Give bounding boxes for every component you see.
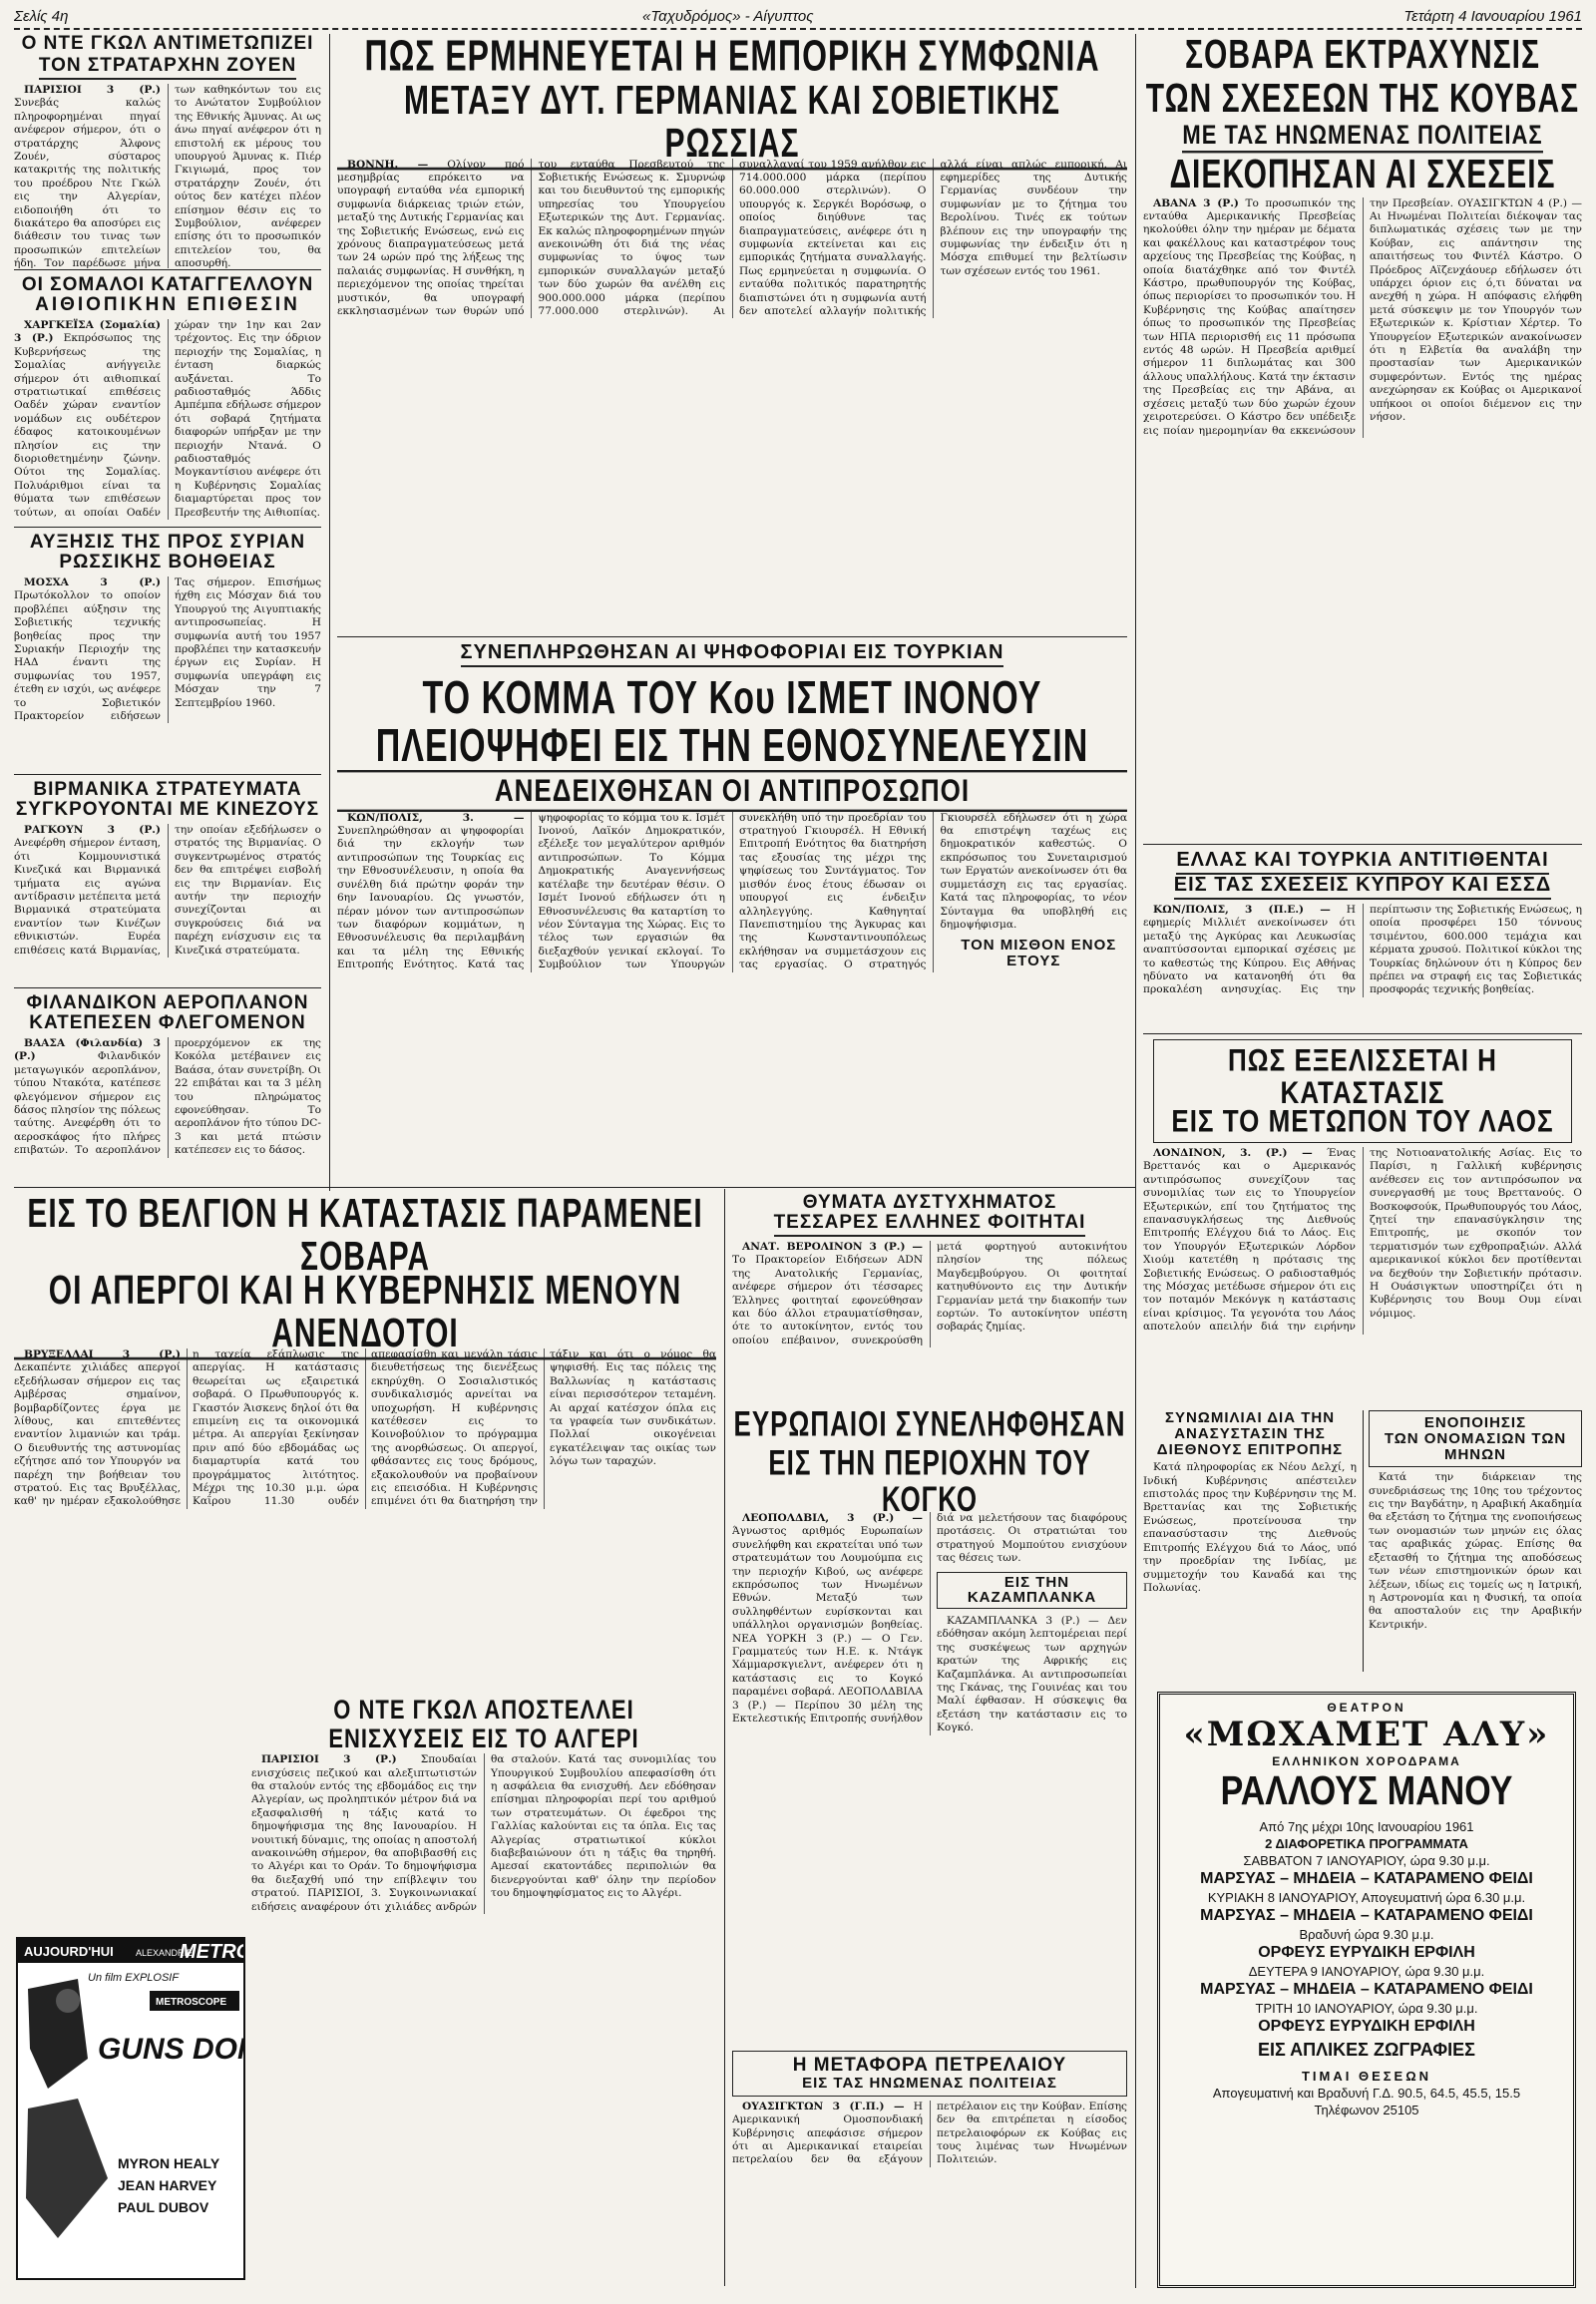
ad-show: ΜΑΡΣΥΑΣ – ΜΗΔΕΙΑ – ΚΑΤΑΡΑΜΕΝΟ ΦΕΙΔΙ bbox=[1200, 1981, 1533, 1998]
article-body bbox=[1143, 197, 1582, 438]
column-rule bbox=[1135, 34, 1136, 2288]
ad-phone: Τηλέφωνον 25105 bbox=[1314, 2103, 1419, 2117]
subhead: ΤΟΝ ΜΙΣΘΟΝ ΕΝΟΣ ΕΤΟΥΣ bbox=[961, 937, 1117, 970]
section-rule bbox=[14, 1187, 1135, 1188]
dateline: ΚΩΝ/ΠΟΛΙΣ, 3 (Π.Ε.) — bbox=[1153, 904, 1331, 916]
article-body bbox=[14, 84, 321, 268]
dateline: ΚΩΝ/ΠΟΛΙΣ, 3. — bbox=[347, 811, 525, 824]
headline-line4: ΔΙΕΚΟΠΗΣΑΝ ΑΙ ΣΧΕΣΕΙΣ bbox=[1169, 152, 1556, 197]
subhead: ΕΙΣ ΤΗΝ ΚΑΖΑΜΠΛΑΝΚΑ bbox=[937, 1572, 1127, 1610]
article-body bbox=[732, 2101, 1127, 2167]
dateline: ΒΡΥΞΕΛΛΑΙ 3 (Ρ.) bbox=[24, 1348, 181, 1360]
ad-venue: «ΜΩΧΑΜΕΤ ΑΛΥ» bbox=[1183, 1715, 1550, 1754]
headline-box bbox=[1369, 1410, 1582, 1467]
headline-sub: ΡΩΣΣΙΚΗΣ ΒΟΗΘΕΙΑΣ bbox=[59, 551, 276, 573]
headline-line2: ΤΩΝ ΣΧΕΣΕΩΝ ΤΗΣ ΚΟΥΒΑΣ bbox=[1145, 76, 1580, 121]
article-cuba bbox=[1143, 34, 1582, 792]
ad-venue: METR bbox=[180, 1941, 236, 1963]
headline-sub: ΤΟΝ ΣΤΡΑΤΑΡΧΗΝ ΖΟΥΕΝ bbox=[39, 56, 296, 80]
article-gaulle bbox=[14, 34, 321, 268]
article-text: Ανεφέρθη σήμερον ένταση, ότι Κομμουνιστικά Κινεζικά και Βιρμανικά τμήματα εις αγώνα αντίδρασιν μετέπειτα μετά Βιρμανικά στρατεύματα εναντίον των Κινέζων εθνικιστών. Ευρέα επιθέσεις κατά Βιρμανίας, την οποίαν εξεδήλωσεν ο στρατός της Βιρμανίας. Ο συγκεντρωμένος στρατός δεν θα επιτρέψει εισβολή εις την Βιρμανίαν. Εις αυτήν την περιοχήν συνεχίζονται αι συγκρούσεις διά να παρέχη ενίσχυσιν εις τα Κινεζικά στρατεύματα. bbox=[14, 823, 321, 957]
article-rule bbox=[14, 774, 321, 775]
ad-header-mid: ALEXANDRIE bbox=[136, 1948, 194, 1958]
headline-sub: ΚΑΤΕΠΕΣΕΝ ΦΛΕΓΟΜΕΝΟΝ bbox=[29, 1011, 306, 1033]
article-months bbox=[1369, 1410, 1582, 1680]
article-rule bbox=[14, 527, 321, 528]
article-text: Πρωτόκολλον το οποίον προβλέπει αύξησιν της Σοβιετικής τεχνικής βοηθείας προς την Συριακήν Περιοχήν της ΗΑΔ έναντι της συμφωνίας του 1957, έτεθη εν ισχύι, ως ανέφερε το Σοβιετικόν Πρακτορείον ειδήσεων Τας σήμερον. Επισήμως ήχθη εις Μόσχαν διά του Υπουργού της Αιγυπτιακής αντιπροσωπείας. Η συμφωνία αυτή του 1957 προβλέπει την κατασκευήν έργων εις Συρίαν. Η συμφωνία υπεγράφη εις Μόσχαν την 7 Σεπτεμβρίου 1960. bbox=[14, 576, 321, 722]
headline: ΕΝΟΠΟΙΗΣΙΣ bbox=[1423, 1414, 1527, 1431]
article-commission bbox=[1143, 1410, 1357, 1680]
column-rule bbox=[1363, 1410, 1364, 1672]
headline: ΣΥΝΩΜΙΛΙΑΙ ΔΙΑ ΤΗΝ ΑΝΑΣΥΣΤΑΣΙΝ ΤΗΣ ΔΙΕΘΝΟΥΣ ΕΠΙΤΡΟΠΗΣ bbox=[1156, 1410, 1344, 1458]
headline-sub: ΕΙΣ ΤΟ ΜΕΤΩΠΟΝ ΤΟΥ ΛΑΟΣ bbox=[1171, 1102, 1554, 1139]
headline: Η ΜΕΤΑΦΟΡΑ ΠΕΤΡΕΛΑΙΟΥ bbox=[792, 2055, 1067, 2076]
dateline: ΑΝΑΤ. ΒΕΡΟΛΙΝΟΝ 3 (Ρ.) — bbox=[742, 1240, 923, 1253]
article-body bbox=[337, 812, 1127, 973]
article-laos bbox=[1143, 1039, 1582, 1406]
headline: ΤΟ ΚΟΜΜΑ ΤΟΥ Κου ΙΣΜΕΤ ΙΝΟΝΟΥ bbox=[422, 672, 1042, 724]
article-body bbox=[1143, 1461, 1357, 1595]
article-rule bbox=[337, 636, 1127, 637]
article-body bbox=[1369, 1471, 1582, 1632]
ad-prices: Απογευματινή και Βραδυνή Γ.Δ. 90.5, 64.5, 45.5, 15.5 bbox=[1212, 2086, 1521, 2101]
dateline: ΑΒΑΝΑ 3 (Ρ.) bbox=[1153, 196, 1239, 209]
dateline: ΒΟΝΝΗ. — bbox=[347, 158, 429, 171]
headline: ΒΙΡΜΑΝΙΚΑ ΣΤΡΑΤΕΥΜΑΤΑ bbox=[33, 780, 302, 800]
ad-prices-label: ΤΙΜΑΙ ΘΕΣΕΩΝ bbox=[1301, 2069, 1432, 2084]
ad-cast: PAUL DUBOV bbox=[118, 2199, 209, 2215]
article-text: Συνεπληρώθησαν αι ψηφοφορίαι διά την εκλογήν των αντιπροσώπων της Τουρκίας εις την Εθνοσυνέλευσιν, η οποία θα συνέλθη διά πρώτην φοράν την 6ην Ιανουαρίου. Ως γνωστόν, πέραν μόνον των αντιπροσώπων των διαφόρων κομμάτων, η Εθνοσυνέλευσις θα περιλαμβάνη και τα μέλη της Εθνικής Επιτροπής Ενότητος. Κατά τας ψηφοφορίας το κόμμα του κ. Ισμέτ Ινονού, Λαϊκόν Δημοκρατικόν, εξέλεξε τον μεγαλύτερον αριθμόν αντιπροσώπων. Το Κόμμα Δημοκρατικής Αναγεννήσεως κατέλαβε την δευτέραν θέσιν. Ο Ισμέτ Ινονού εδήλωσεν ότι η Εθνοσυνέλευσις θα καταρτίση το νέον Σύνταγμα της Χώρας. Εις το τέλος των εργασιών θα διεξαχθούν γενικαί εκλογαί. Το Συμβούλιον των Υπουργών συνεκλήθη υπό την προεδρίαν του στρατηγού Γκιουρσέλ. Η Εθνική Επιτροπή Ενότητος θα διατηρήση τας εξουσίας της μέχρι της ψηφίσεως του Συντάγματος. Τον μισθόν ένος έτους έδωσαν οι υπουργοί εις ένδειξιν αλληλεγγύης. Καθηγηταί Πανεπιστημίου της Άγκυρας και της Κωνσταντινουπόλεως εκλήθησαν να συμμετάσχουν εις τας εργασίας. Ο στρατηγός Γκιουρσέλ εδήλωσεν ότι η χώρα θα επιστρέψη ταχέως εις δημοκρατικόν καθεστώς. Ο εκπρόσωπος του Συνεταιρισμού των Εργατών ανεκοίνωσεν ότι θα συμμετάσχη εις τας εργασίας. Κατά τας πληροφορίας, το νέον Σύνταγμα θα υποβληθή εις δημοψήφισμα. bbox=[337, 811, 1127, 971]
headline-sub: ΜΕΤΑΞΥ ΔΥΤ. ΓΕΡΜΑΝΙΑΣ ΚΑΙ ΣΟΒΙΕΤΙΚΗΣ ΡΩΣΣΙΑΣ bbox=[337, 80, 1127, 170]
ad-film-title: GUNS DO bbox=[98, 2033, 238, 2066]
article-text: Κατά πληροφορίας εκ Νέου Δελχί, η Ινδική Κυβέρνησις απέστειλεν επιστολάς προς την Κυβέρνησιν της Μ. Βρεττανίας και της Σοβιετικής Ενώσεως, προτείνουσα την επανασύστασιν της Διεθνούς Επιτροπής Ελέγχου διά το Λάος, υπό την προεδρίαν της Ινδίας, με συμμετοχήν του Καναδά και της Πολωνίας. bbox=[1143, 1461, 1357, 1594]
headline-sub: ΑΙΘΙΟΠΙΚΗΝ ΕΠΙΘΕΣΙΝ bbox=[35, 293, 300, 315]
dateline: ΒΑΑΣΑ (Φιλανδία) 3 (Ρ.) bbox=[14, 1036, 161, 1063]
headline: ΠΩΣ ΕΡΜΗΝΕΥΕΤΑΙ Η ΕΜΠΟΡΙΚΗ ΣΥΜΦΩΝΙΑ bbox=[364, 34, 1100, 80]
article-text: Ένας Βρεττανός και ο Αμερικανός αντιπρόσωπος συνεχίζουν τας συνομιλίας των εις το Υπουργείον Εξωτερικών, επί του ζητήματος της επανασυγκλήσεως της Διεθνούς Επιτροπής Ελέγχου διά το Λάος. Εις τον Υπουργόν Εξωτερικών Λόρδον Χιούμ κατετέθη η πρότασις της Σοβιετικής Ενώσεως. Ο ραδιοσταθμός της Μόσχας μετέδωσε σήμερον ότι εις τον ποταμόν Μεκόνγκ η κατάστασις είναι κρίσιμος. Τα γεγονότα του Λάος αποτελούν απειλήν διά την ειρήνην της Νοτιοανατολικής Ασίας. Εις το Παρίσι, η Γαλλική κυβέρνησις ανέθεσεν εις τον αντιπρόσωπον να συνεργασθή με τους Βρεττανούς. Ο Βοσκοφσούκ, Πρωθυπουργός του Λάος, ζητεί την επανασύγκλησιν της Επιτροπής, με σκοπόν τον τερματισμόν των εχθροπραξιών. Αλλά αμερικανικοί κύκλοι δεν προτίθενται να δεχθούν την Σοβιετικήν πρότασιν. Η Ουάσιγκτων υποστηρίζει ότι η Κυβέρνησις του Βουμ Ουμ είναι νόμιμος. bbox=[1143, 1146, 1582, 1334]
ad-show: ΜΑΡΣΥΑΣ – ΜΗΔΕΙΑ – ΚΑΤΑΡΑΜΕΝΟ ΦΕΙΔΙ bbox=[1200, 1870, 1533, 1887]
article-body bbox=[14, 1037, 321, 1158]
deck: ΑΝΕΔΕΙΧΘΗΣΑΝ ΟΙ ΑΝΤΙΠΡΟΣΩΠΟΙ bbox=[337, 770, 1127, 812]
ad-cast: JEAN HARVEY bbox=[118, 2177, 217, 2193]
article-text: Ολίγον πρό μεσημβρίας επρόκειτο να υπογραφή ενταύθα νέα εμπορική συμφωνία διάρκειας τριών ετών, μεταξύ της Δυτικής Γερμανίας και της Σοβιετικής Ενώσεως, ενώ εις χρόνους διαπραγματεύσεως μετά των 24 ωρών πρό της λήξεως της παλαιάς συμφωνίας. Η συνθήκη, η περιεχόμενον της οποίας τηρείται μυστικόν, θα υπογραφή εκκλησιασμένων των θυρών υπό του ενταύθα Πρεσβευτού της Σοβιετικής Ενώσεως κ. Σμυρνώφ και του διευθυντού της εμπορικής υπηρεσίας του Υπουργείου Εξωτερικών της Δυτ. Γερμανίας. Εκ καλώς πληροφορημένων πηγών ανεκοινώθη ότι διά της νέας συμφωνίας το ύψος των εμπορικών συναλλαγών μεταξύ των δύο χωρών θα ανέλθη εις 900.000.000 μάρκα (περίπου 77.000.000 στερλινών). Αι συναλλαγαί του 1959 ανήλθον εις 714.000.000 μάρκα (περίπου 60.000.000 στερλινών). Ο υπουργός κ. Σεργκέι Βορόσωφ, ο οποίος διηύθυνε τας διαπραγματεύσεις, ανέφερε ότι η συμφωνία εκτείνεται και εις εμπορικάς ζητήματα συναλλαγής. Πως ερμηνεύεται η συμφωνία. Ο ενταύθα πολιτικός παρατηρητής διαπιστώνει ότι η συμφωνία αυτή δεν αποτελεί αλλαγήν πολιτικής αλλά είναι απλώς εμπορική. Αι εφημερίδες της Δυτικής Γερμανίας συνδέουν την συμφωνίαν με το ζήτημα του Βερολίνου. Τινές εκ τούτων βλέπουν εις την υπογραφήν της συμφωνίας την ένδειξιν ότι η Μόσχα επιθυμεί την βελτίωσιν των σχέσεων εντός του 1961. bbox=[337, 158, 1127, 318]
headline-line3: ΜΕ ΤΑΣ ΗΝΩΜΕΝΑΣ ΠΟΛΙΤΕΙΑΣ bbox=[1182, 121, 1542, 154]
article-students bbox=[732, 1193, 1127, 1397]
headline-box bbox=[732, 2051, 1127, 2097]
ad-line: 2 ΔΙΑΦΟΡΕΤΙΚΑ ΠΡΟΓΡΑΜΜΑΤΑ bbox=[1265, 1836, 1468, 1851]
dateline: ΟΥΑΣΙΓΚΤΩΝ 3 (Γ.Π.) — bbox=[742, 2100, 905, 2112]
article-greece-turkey bbox=[1143, 850, 1582, 1029]
article-body bbox=[14, 824, 321, 958]
article-text: Το Πρακτορείον Ειδήσεων ADN της Ανατολικής Γερμανίας, ανέφερε σήμερον ότι τέσσαρες Έλληνες φοιτηταί εφονεύθησαν και δύο άλλοι ετραυματίσθησαν, ότε το αυτοκίνητον, εντός του οποίου επέβαινον, συνεκρούσθη μετά φορτηγού αυτοκινήτου πλησίον της πόλεως Μαγδεμβούργου. Οι φοιτηταί κατηυθύνοντο εις την Δυτικήν Γερμανίαν μετά την διακοπήν των εορτών. Το αυτοκίνητον υπέστη σοβαράς ζημίας. bbox=[732, 1240, 1127, 1346]
article-body bbox=[251, 1753, 716, 1914]
article-text: ΚΑΖΑΜΠΛΑΝΚΑ 3 (Ρ.) — Δεν εδόθησαν ακόμη λεπτομέρειαι περί της συσκέψεως των αρχηγών κρατών της Αφρικής εις Καζαμπλάνκα. Αι αντιπροσωπείαι της Γκάνας, της Γουινέας και του Μαλί έφθασαν. Η σύσκεψις θα εξετάση την κατάστασιν εις το Κογκό. bbox=[937, 1615, 1127, 1734]
ad-line: ΚΥΡΙΑΚΗ 8 ΙΑΝΟΥΑΡΙΟΥ, Απογευματινή ώρα 6.30 μ.μ. bbox=[1207, 1890, 1526, 1905]
headline: ΕΥΡΩΠΑΙΟΙ ΣΥΝΕΛΗΦΘΗΣΑΝ bbox=[733, 1406, 1126, 1444]
ad-line: Από 7ης μέχρι 10ης Ιανουαρίου 1961 bbox=[1259, 1819, 1474, 1834]
article-body bbox=[732, 1241, 1127, 1347]
article-body bbox=[1143, 1147, 1582, 1335]
headline: ΕΙΣ ΤΟ ΒΕΛΓΙΟΝ Η ΚΑΤΑΣΤΑΣΙΣ ΠΑΡΑΜΕΝΕΙ ΣΟΒΑΡΑ bbox=[27, 1193, 703, 1279]
article-trade bbox=[337, 34, 1127, 632]
dateline: ΜΟΣΧΑ 3 (Ρ.) bbox=[24, 576, 161, 588]
ad-show: ΜΑΡΣΥΑΣ – ΜΗΔΕΙΑ – ΚΑΤΑΡΑΜΕΝΟ ΦΕΙΔΙ bbox=[1200, 1907, 1533, 1924]
article-belgium bbox=[14, 1193, 716, 1687]
article-syria bbox=[14, 533, 321, 772]
article-text: Η Αμερικανική Ομοσπονδιακή Κυβέρνησις απεφάσισε σήμερον ότι αι Αμερικανικαί εταιρείαι πετρελαίου δεν θα εξάγουν πετρέλαιον εις την Κούβαν. Επίσης δεν θα επιτρέπεται η είσοδος πετρελαιοφόρων εκ Κούβας εις τους λιμένας των Ηνωμένων Πολιτειών. bbox=[732, 2100, 1127, 2166]
ad-tagline: Un film EXPLOSIF bbox=[88, 1972, 180, 1984]
ad-line: ΣΑΒΒΑΤΟΝ 7 ΙΑΝΟΥΑΡΙΟΥ, ώρα 9.30 μ.μ. bbox=[1243, 1853, 1490, 1868]
headline: ΑΥΞΗΣΙΣ ΤΗΣ ΠΡΟΣ ΣΥΡΙΑΝ bbox=[29, 533, 306, 553]
cowboy-head-icon bbox=[56, 1989, 80, 2013]
page-number: Σελίς 4η bbox=[14, 8, 69, 25]
ad-show: ΟΡΦΕΥΣ ΕΥΡΥΔΙΚΗ ΕΡΦΙΛΗ bbox=[1258, 1944, 1475, 1961]
headline: ΘΥΜΑΤΑ ΔΥΣΤΥΧΗΜΑΤΟΣ bbox=[802, 1193, 1057, 1213]
ad-show: ΟΡΦΕΥΣ ΕΥΡΥΔΙΚΗ ΕΡΦΙΛΗ bbox=[1258, 2018, 1475, 2035]
headline-sub: ΤΕΣΣΑΡΕΣ ΕΛΛΗΝΕΣ ΦΟΙΤΗΤΑΙ bbox=[774, 1213, 1086, 1237]
article-rule bbox=[1143, 844, 1582, 845]
page-header bbox=[14, 6, 1582, 30]
kicker: ΣΥΝΕΠΛΗΡΩΘΗΣΑΝ ΑΙ ΨΗΦΟΦΟΡΙΑΙ ΕΙΣ ΤΟΥΡΚΙΑΝ bbox=[461, 642, 1004, 667]
article-text: Δεκαπέντε χιλιάδες απεργοί εξεδήλωσαν σήμερον εις τας Αμβέρσας σημαίνον, βομβαρδίζοντες έργα με λίθους, και επιτεθέντες εναντίον λιμανιών και τράμ. Ο διευθυντής της αστυνομίας εζήτησε από τον Υπουργόν να παρέχη την βοήθειαν του στρατού. Εις τας Βρυξέλλας, καθ' ην ημέραν εξακολούθησε η ταχεία εξάπλωσις της απεργίας. Η κατάστασις θεωρείται ως εξαιρετικά σοβαρά. Ο Πρωθυπουργός κ. Γκαστόν Άισκενς δηλοί ότι θα επιμείνη εις τα οικονομικά μέτρα. Αι απεργίαι ξεκίνησαν πριν από δύο εβδομάδας ως διαμαρτυρία κατά του προγράμματος λιτότητος. Μέχρι της 10.30 μ.μ. ώρα Καΐρου 11.30 ουδέν απεφασίσθη και μεγάλη τάσις διευθετήσεως της διενέξεως εκηρύχθη. Ο Σοσιαλιστικός συνδικαλισμός αρνείται να υποχωρήση. Η κυβέρνησις κατέθεσεν εις το Κοινοβούλιον το πρόγραμμα της ανορθώσεως. Οι απεργοί, φθάσαντες εις τους δρόμους, εξακολουθούν να προβαίνουν εις επεισόδια. Η Κυβέρνησις επιμένει ότι θα διατηρήση την τάξιν και ότι ο νόμος θα ψηφισθή. Εις τας πόλεις της Βαλλωνίας η κατάστασις είναι περισσότερον τεταμένη. Αι αρχαί κατέσχον όπλα εις τα γραφεία των συνδικάτων. Πολλαί οικογένειαι εγκατέλειψαν τας οικίας των λόγω των ταραχών. bbox=[14, 1348, 716, 1508]
headline-sub: ΣΥΓΚΡΟΥΟΝΤΑΙ ΜΕ ΚΙΝΕΖΟΥΣ bbox=[15, 798, 320, 820]
headline-box bbox=[1153, 1039, 1572, 1143]
column-rule bbox=[329, 34, 330, 1191]
article-text: Κατά την διάρκειαν της συνεδριάσεως της 10ης του τρέχοντος εις την Βαγδάτην, η Αραβική Ακαδημία θα εξετάση το ζήτημα της ενοποιήσεως των ονομασιών των μηνών εις όλας τας αραβικάς χώρας. Επίσης θα εξετασθή το ζήτημα της αποδόσεως των νέων επιστημονικών όρων και λέξεων, ιδίως εις τομείς ως η Ιατρική, η Αστρονομία και η Φυσική, τα οποία θα αποσταλούν εις την Αραβικήν Κεντρικήν. bbox=[1369, 1471, 1582, 1631]
article-body bbox=[14, 576, 321, 723]
article-body bbox=[732, 1512, 1127, 1735]
headline-sub: ΕΙΣ ΤΑΣ ΣΧΕΣΕΙΣ ΚΥΠΡΟΥ ΚΑΙ ΕΣΣΔ bbox=[1174, 875, 1552, 900]
headline-sub: ΤΩΝ ΟΝΟΜΑΣΙΩΝ ΤΩΝ ΜΗΝΩΝ bbox=[1384, 1429, 1567, 1463]
article-turkey bbox=[337, 642, 1127, 1183]
ad-show: ΕΙΣ ΑΠΛΙΚΕΣ ΖΩΓΡΑΦΙΕΣ bbox=[1258, 2040, 1475, 2060]
cinema-ad-artwork bbox=[18, 1939, 243, 2278]
ad-company: ΡΑΛΛΟΥΣ ΜΑΝΟΥ bbox=[1220, 1768, 1513, 1814]
article-text: Συνεβάς καλώς πληροφορημέναι πηγαί ανέφερον σήμερον, ότι ο στρατάρχης Άλφονς Ζουέν, σύσταρος κατακριτής της πολιτικής του προέδρου Ντε Γκώλ εις την Αλγερίαν, ειδοποιήθη ότι το διακάτερο θα αποσύρει εις διάθεσιν του τινας των προσωπικών επιτελείων ήδη. Τον παρέδωσε μήνα των καθηκόντων του εις το Ανώτατον Συμβούλιον της Εθνικής Άμυνας. Αι ως άνω πηγαί ανέφερον ότι η επιστολή εκ μέρους του υπουργού Άμυνας κ. Πιέρ Γκιγιωμά, προς τον στρατάρχην Ζουέν, ότι ούτος δεν κατέχει πλέον επίσημον θέσιν εις το Συμβούλιον, ανέφερεν επίσης ότι το προσωπικόν επιτελείον του, θα αποσυρθή. bbox=[14, 83, 321, 268]
article-finnish bbox=[14, 993, 321, 1183]
paper-name: «Ταχυδρόμος» - Αίγυπτος bbox=[642, 8, 814, 25]
headline: ΕΛΛΑΣ ΚΑΙ ΤΟΥΡΚΙΑ ΑΝΤΙΤΙΘΕΝΤΑΙ bbox=[1176, 850, 1548, 875]
dateline: ΧΑΡΓΚΕΪΣΑ (Σομαλία) 3 (Ρ.) bbox=[14, 318, 161, 345]
article-burma bbox=[14, 780, 321, 984]
ad-cast: MYRON HEALY bbox=[118, 2155, 220, 2171]
dateline: ΡΑΓΚΟΥΝ 3 (Ρ.) bbox=[24, 823, 161, 836]
article-text: Φιλανδικόν μεταγωγικόν αεροπλάνον, τύπου Ντακότα, κατέπεσε φλεγόμενον σήμερον εις δάσος πλησίον της πόλεως ταύτης. Ανεφέρθη ότι το αεροσκάφος ήτο πλήρες επιβατών. Το αεροπλάνον προερχόμενον εκ της Κοκόλα μετέβαινεν εις Βαάσα, όταν συνετρίβη. Οι 22 επιβάται και τα 3 μέλη του πληρώματος εφονεύθησαν. Το αεροπλάνον ήτο τύπου DC-3 και μετά πτώσιν κατέπεσεν εις το δάσος. bbox=[14, 1036, 321, 1157]
headline-sub: ΟΙ ΑΠΕΡΓΟΙ ΚΑΙ Η ΚΥΒΕΡΝΗΣΙΣ ΜΕΝΟΥΝ ΑΝΕΝΔΟΤΟΙ bbox=[14, 1270, 716, 1359]
article-text: Σπουδαίαι ενισχύσεις πεζικού και αλεξιπτωτιστών θα σταλούν εντός της εβδομάδος εις την Αλγερίαν, ως προληπτικόν μέτρον διά να εξασφαλισθή η τάξις κατά το δημοψήφισμα της 8ης Ιανουαρίου. Η νουιτική δύναμις, της οποίας η αποστολή ανακοινώθη σήμερον, θα αποβιβασθή εις το Αλγέρι και το Οράν. Το δημοψήφισμα θα διεξαχθή υπό την επίβλεψιν του στρατού. ΠΑΡΙΣΙΟΙ, 3. Συγκοινωνιακαί ειδήσεις αναφέρουν ότι χιλιάδες ανδρών θα σταλούν. Κατά τας συνομιλίας του Υπουργικού Συμβουλίου απεφασίσθη ότι η ασφάλεια θα ενισχυθή. Δεν εδόθησαν επίσημαι πληροφορίαι περί του αριθμού των στρατευμάτων. Οι έφεδροι της Γαλλίας καλούνται εις τα όπλα. Εις τας Αλγερίας στρατιωτικοί κύκλοι διαβεβαιώνουν ότι η τάξις θα τηρηθή. Αμεσαί εκατοντάδες περιπολιών θα διενεργούνται καθ' όλην την περίοδον του δημοψηφίσματος εις το Αλγέρι. bbox=[251, 1753, 716, 1913]
headline: ΦΙΛΑΝΔΙΚΟΝ ΑΕΡΟΠΛΑΝΟΝ bbox=[26, 993, 309, 1013]
theatre-advertisement bbox=[1157, 1692, 1576, 2288]
dateline: ΛΕΟΠΟΛΔΒΙΛ, 3 (Ρ.) — bbox=[742, 1511, 923, 1524]
dateline: ΛΟΝΔΙΝΟΝ, 3. (Ρ.) — bbox=[1153, 1146, 1313, 1159]
article-rule bbox=[14, 987, 321, 988]
ad-company-label: ΕΛΛΗΝΙΚΟΝ ΧΟΡΟΔΡΑΜΑ bbox=[1272, 1754, 1461, 1768]
headline: ΠΩΣ ΕΞΕΛΙΣΣΕΤΑΙ Η ΚΑΤΑΣΤΑΣΙΣ bbox=[1228, 1041, 1497, 1111]
article-text: Το προσωπικόν της ενταύθα Αμερικανικής Πρεσβείας ηκολούθει όλην την ημέραν με δέματα και φακέλλους και καταστρέφον τους αρχείους της Πρεσβείας της Κούβας, η οποία διατάχθηκε από τον Φιντέλ Κάστρο, πρωθυπουργόν της Κούβας, όπως περιορίσει το προσωπικόν του. Η Κυβέρνησις της Κούβας απαίτησεν όπως το προσωπικόν της Πρεσβείας των ΗΠΑ περιορισθή εις 11 πρόσωπα εντός 48 ωρών. Η Πρεσβεία αριθμεί σήμερον 11 διπλωμάτας και 300 άλλους υπαλλήλους. Κατά την έκτασιν της Πρεσβείας εις την Αβάνα, αι σχέσεις μεταξύ των δύο χωρών έχουν χειροτερεύσει. Ο Κάστρο δεν υπέδειξε εις ποίαν ημερομηνίαν θα εκκενώσουν την Πρεσβείαν. ΟΥΑΣΙΓΚΤΩΝ 4 (Ρ.) — Αι Ηνωμέναι Πολιτείαι διέκοψαν τας διπλωματικάς σχέσεις των με την Κούβαν, εις απάντησιν της απαιτήσεως του Φιντέλ Κάστρο. Ο Πρόεδρος Αϊζενχάουερ εδήλωσεν ότι υπάρχει όριον εις ό,τι δύναται να ανεχθή η χώρα. Η απόφασις ελήφθη μετά σύσκεψιν με τον Υπουργόν των Εξωτερικών κ. Κρίστιαν Χέρτερ. Το Υπουργείον Εξωτερικών ανακοίνωσεν ότι η Ελβετία θα αναλάβη την προστασίαν των Αμερικανικών συμφερόντων. Εντός της ημέρας ανεχώρησαν εκ Κούβας οι Αμερικανοί υπήκοοι οι οποίοι διέμενον εις την νήσον. bbox=[1143, 196, 1582, 437]
article-text: Εκπρόσωπος της Κυβερνήσεως της Σομαλίας ανήγγειλε σήμερον ότι αιθιοπικαί στρατιωτικαί επιθέσεις Οαδέν χώραν εναντίον νομάδων εις ουδέτερον έδαφος κατοικουμένων πλησίον εις την διοριοθετημένην ζώνην. Ούτοι της Σομαλίας. Πολυάριθμοι είναι τα θύματα των επιθέσεων τούτων, αι οποίαι Οαδέν χώραν την 1ην και 2αν τρέχοντος. Εις την όδριον περιοχήν της Σομαλίας, η ένταση διαρκώς αυξάνεται. Το ραδιοσταθμός Άδδις Αμπέμπα εδήλωσε σήμερον ότι σοβαρά ζητήματα διαφορών υπήρξαν με την περιοχήν Ντανά. Ο ραδιοσταθμός Μογκαντίσιου ανέφερε ότι η Κυβέρνησις Σομαλίας διαμαρτύρεται προς τον Πρεσβευτήν της Αιθιοπίας. bbox=[14, 318, 321, 519]
headline-sub: ΕΙΣ ΤΑΣ ΗΝΩΜΕΝΑΣ ΠΟΛΙΤΕΙΑΣ bbox=[802, 2074, 1057, 2092]
ad-line: ΔΕΥΤΕΡΑ 9 ΙΑΝΟΥΑΡΙΟΥ, ώρα 9.30 μ.μ. bbox=[1248, 1964, 1485, 1979]
headline: ΣΟΒΑΡΑ ΕΚΤΡΑΧΥΝΣΙΣ bbox=[1185, 34, 1540, 78]
ad-label: ΘΕΑΤΡΟΝ bbox=[1327, 1701, 1406, 1715]
article-gaulle-algeria bbox=[251, 1696, 716, 2284]
article-congo bbox=[732, 1406, 1127, 2045]
article-text: Άγνωστος αριθμός Ευρωπαίων συνελήφθη και εκρατείται υπό των στρατευμάτων του Λουμούμπα εις την περιοχήν Κιβού, ως ανέφερε εκπρόσωπος των Ηνωμένων Εθνών. Μεταξύ των συλληφθέντων ευρίσκονται και υπάλληλοι οργανισμών βοηθείας. ΝΕΑ ΥΟΡΚΗ 3 (Ρ.) — Ο Γεν. Γραμματεύς των Η.Ε. κ. Ντάγκ Χάμμαρσκγιελντ, ανέφερεν ότι η κατάστασις εις το Κογκό παραμένει σοβαρά. ΛΕΟΠΟΛΔΒΙΛΑ 3 (Ρ.) — Περίπου 30 μέλη της Εκτελεστικής Επιτροπής συνήλθον διά να μελετήσουν τας διαφόρους προτάσεις. Οι στρατιώται του στρατηγού Μομπούτου ενισχύουν τας θέσεις των. bbox=[732, 1511, 1127, 1725]
ad-badge: METROSCOPE bbox=[156, 1997, 227, 2008]
headline: ΟΙ ΣΟΜΑΛΟΙ ΚΑΤΑΓΓΕΛΛΟΥΝ bbox=[21, 275, 314, 295]
headline-sub: ΠΛΕΙΟΨΗΦΕΙ ΕΙΣ ΤΗΝ ΕΘΝΟΣΥΝΕΛΕΥΣΙΝ bbox=[375, 719, 1089, 772]
article-rule bbox=[14, 269, 321, 270]
dateline: ΠΑΡΙΣΙΟΙ 3 (Ρ.) bbox=[24, 83, 161, 96]
issue-date: Τετάρτη 4 Ιανουαρίου 1961 bbox=[1403, 8, 1582, 25]
article-body bbox=[14, 1348, 716, 1509]
headline: Ο ΝΤΕ ΓΚΩΛ ΑΝΤΙΜΕΤΩΠΙΖΕΙ bbox=[21, 34, 314, 54]
ad-line: ΤΡΙΤΗ 10 ΙΑΝΟΥΑΡΙΟΥ, ώρα 9.30 μ.μ. bbox=[1255, 2001, 1478, 2016]
article-oil bbox=[732, 2051, 1127, 2280]
cinema-advertisement bbox=[16, 1937, 245, 2280]
article-body bbox=[14, 319, 321, 520]
dateline: ΠΑΡΙΣΙΟΙ 3 (Ρ.) bbox=[261, 1753, 397, 1766]
headline: Ο ΝΤΕ ΓΚΩΛ ΑΠΟΣΤΕΛΛΕΙ bbox=[333, 1696, 634, 1725]
article-rule bbox=[1143, 1033, 1582, 1034]
headline-sub: ΕΙΣ ΤΗΝ ΠΕΡΙΟΧΗΝ ΤΟΥ ΚΟΓΚΟ bbox=[768, 1442, 1091, 1520]
article-text: Η εφημερίς Μιλλιέτ ανεκοίνωσεν ότι μεταξύ της Αγκύρας και Λευκωσίας αναπτύσσονται εμπορικαί σχέσεις με το καθεστώς της Κύπρου. Εις Αθήνας ηδύνατο να κατανοηθή ότι θα προκαλέση ανησυχίας. Εις την περίπτωσιν της Σοβιετικής Ενώσεως, η οποία προσφέρει 150 τόννους τσιμέντου, 600.000 τεμάχια και κέρματα χρυσού. Πολιτικοί κύκλοι της Τουρκίας δηλώνουν ότι η Κύπρος δεν πρέπει να στραφή εις τας Σοβιετικάς προσφοράς τεχνικής βοηθείας. bbox=[1143, 904, 1582, 996]
article-somali bbox=[14, 275, 321, 525]
headline-sub: ΕΝΙΣΧΥΣΕΙΣ ΕΙΣ ΤΟ ΑΛΓΕΡΙ bbox=[328, 1723, 639, 1753]
ad-line: Βραδυνή ώρα 9.30 μ.μ. bbox=[1299, 1927, 1434, 1942]
ad-header-left: AUJOURD'HUI bbox=[24, 1944, 114, 1959]
column-rule bbox=[724, 1189, 725, 2286]
article-body bbox=[337, 159, 1127, 319]
rider-silhouette-icon bbox=[26, 2099, 108, 2238]
article-body bbox=[1143, 904, 1582, 997]
